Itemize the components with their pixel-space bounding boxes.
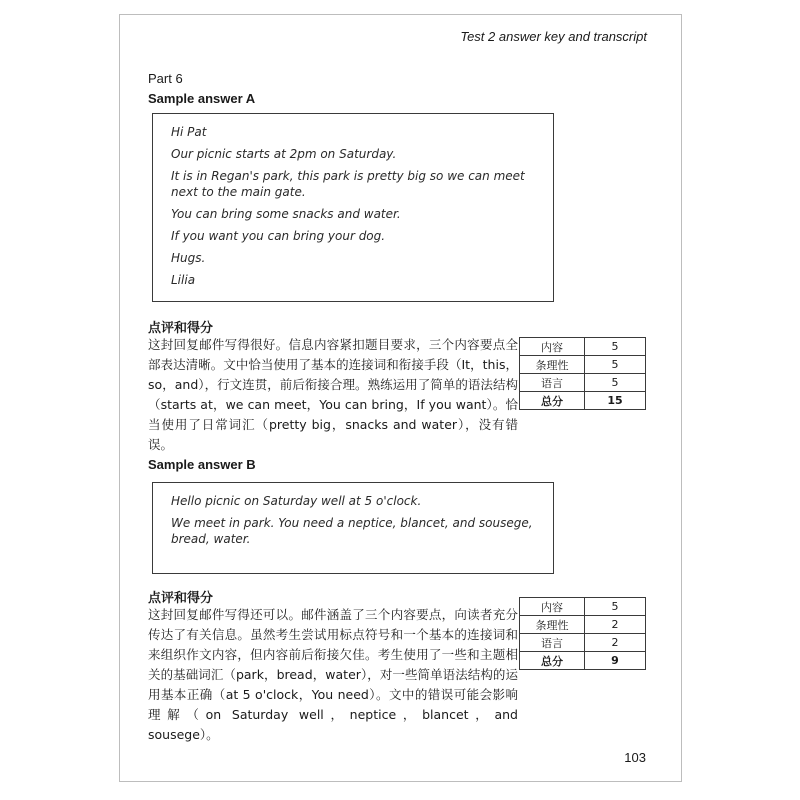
sample-b-comment: 这封回复邮件写得还可以。邮件涵盖了三个内容要点，向读者充分传达了有关信息。虽然考生尝试用标点符号和一个基本的连接词和来组织作文内容，但内容前后衔接欠佳。考生使用了一些和主题相关的基础词汇（park，bread，water），对一些简单语法结构的运用基本正确（at 5 o'clock，You need）。文中的错误可能会影响理解（on Saturday well，neptice，blancet，and sousege）。: [148, 607, 518, 742]
sample-a-line: Our picnic starts at 2pm on Saturday.: [171, 147, 397, 161]
sample-a-line: Hugs.: [171, 251, 206, 265]
score-label: 内容: [520, 598, 585, 616]
sample-b-line: We meet in park. You need a neptice, blancet, and sousege, bread, water.: [171, 516, 533, 546]
score-value: 5: [585, 598, 646, 616]
score-row: [520, 338, 646, 356]
sample-a-line: You can bring some snacks and water.: [171, 207, 401, 221]
score-total-value: 9: [585, 652, 646, 670]
score-total-value: 15: [585, 392, 646, 410]
running-head: Test 2 answer key and transcript: [460, 29, 647, 44]
sample-a-title: Sample answer A: [148, 91, 256, 106]
sample-b-title: Sample answer B: [148, 457, 256, 472]
score-value: 2: [585, 616, 646, 634]
sample-b-score-table: [519, 597, 646, 670]
score-row: [520, 634, 646, 652]
score-value: 5: [585, 356, 646, 374]
sample-b-box: [152, 482, 554, 574]
sample-a-line: If you want you can bring your dog.: [171, 229, 386, 243]
score-value: 2: [585, 634, 646, 652]
sample-a-line: Hi Pat: [171, 125, 207, 139]
sample-a-box: [152, 113, 554, 302]
score-label: 条理性: [520, 616, 585, 634]
part-label: Part 6: [148, 71, 183, 86]
score-value: 5: [585, 338, 646, 356]
sample-a-comment: 这封回复邮件写得很好。信息内容紧扣题目要求，三个内容要点全部表达清晰。文中恰当使用了基本的连接词和衔接手段（It，this，so，and），行文连贯，前后衔接合理。熟练运用了简单的语法结构（starts at，we can meet，You can bring，If you want）。恰当使用了日常词汇（pretty big，snacks and water），没有错误。: [148, 337, 518, 452]
sample-b-line: Hello picnic on Saturday well at 5 o'clock.: [171, 494, 422, 508]
score-total-row: [520, 392, 646, 410]
score-row: [520, 356, 646, 374]
score-label: 内容: [520, 338, 585, 356]
sample-a-line: It is in Regan's park, this park is pretty big so we can meet next to the main gate.: [171, 169, 525, 199]
score-total-row: [520, 652, 646, 670]
score-value: 5: [585, 374, 646, 392]
score-label: 语言: [520, 374, 585, 392]
score-row: [520, 598, 646, 616]
score-label: 语言: [520, 634, 585, 652]
score-total-label: 总分: [520, 652, 585, 670]
score-row: [520, 616, 646, 634]
sample-a-line: Lilia: [171, 273, 196, 287]
score-row: [520, 374, 646, 392]
sample-a-comment-heading: 点评和得分: [148, 320, 214, 335]
sample-a-score-table: [519, 337, 646, 410]
page-number: 103: [624, 750, 646, 765]
page: [119, 14, 682, 782]
sample-b-comment-heading: 点评和得分: [148, 590, 214, 605]
score-label: 条理性: [520, 356, 585, 374]
score-total-label: 总分: [520, 392, 585, 410]
